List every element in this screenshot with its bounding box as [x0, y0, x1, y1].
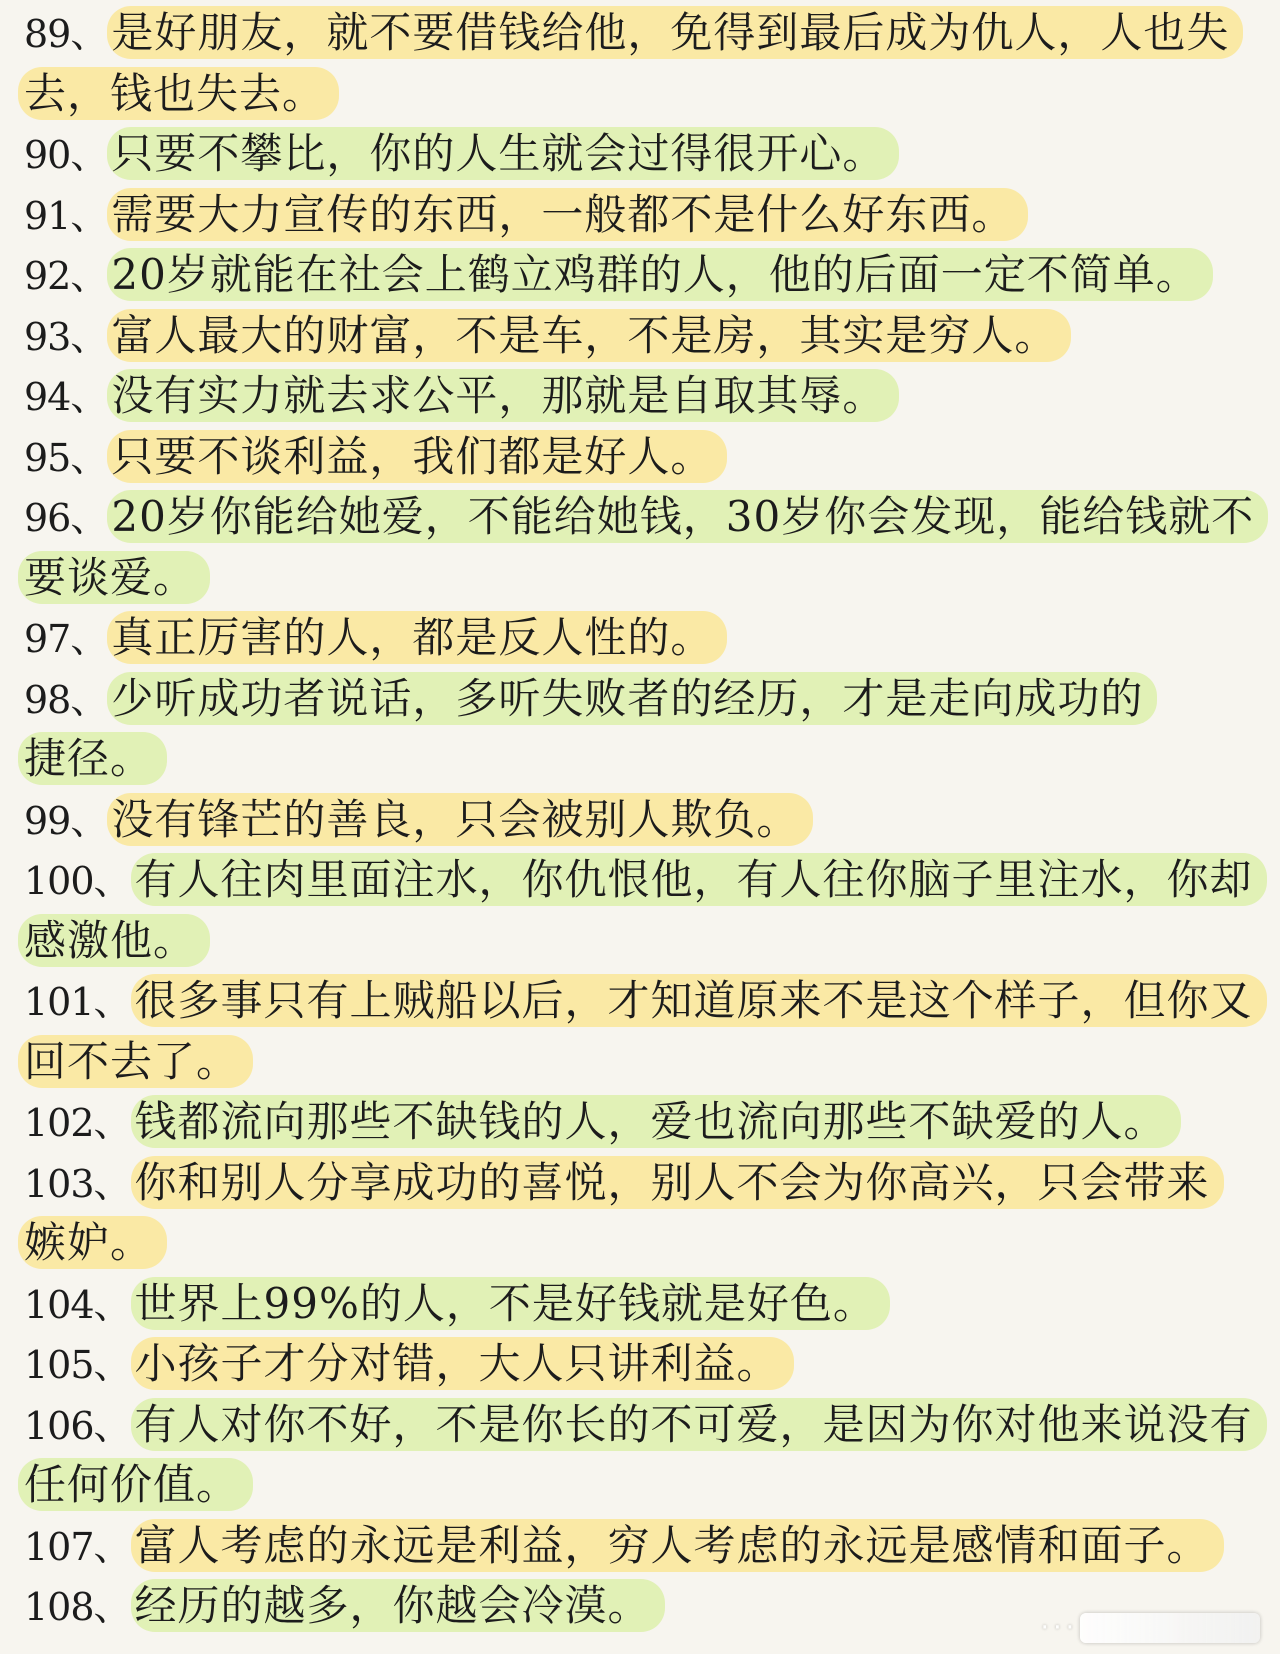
quote-item — [24, 185, 1256, 246]
quote-text: 钱都流向那些不缺钱的人，爱也流向那些不缺爱的人。 — [131, 1095, 1181, 1148]
quote-text: 捷径。 — [18, 732, 167, 785]
quote-number: 92、 — [24, 254, 108, 298]
quote-item — [24, 427, 1256, 488]
quote-text: 感激他。 — [18, 914, 210, 967]
watermark — [1030, 1606, 1260, 1650]
quote-item — [24, 1092, 1256, 1153]
quote-item-continuation — [24, 1213, 1256, 1274]
quote-text: 很多事只有上贼船以后，才知道原来不是这个样子，但你又 — [131, 974, 1267, 1027]
quote-number: 91、 — [24, 193, 108, 238]
quote-item-continuation — [24, 64, 1256, 125]
quote-text: 任何价值。 — [18, 1458, 253, 1511]
quote-text: 富人考虑的永远是利益，穷人考虑的永远是感情和面子。 — [131, 1519, 1224, 1572]
quote-text: 只要不谈利益，我们都是好人。 — [107, 430, 727, 483]
quote-number: 101、 — [24, 980, 131, 1024]
quote-number: 95、 — [24, 435, 108, 480]
quote-number: 99、 — [24, 798, 108, 843]
quote-item-continuation — [24, 1032, 1256, 1093]
quote-text: 没有锋芒的善良，只会被别人欺负。 — [107, 793, 813, 846]
quote-text: 富人最大的财富，不是车，不是房，其实是穷人。 — [107, 309, 1071, 362]
quote-text: 有人对你不好，不是你长的不可爱，是因为你对他来说没有 — [131, 1398, 1267, 1451]
quote-item-continuation — [24, 729, 1256, 790]
quote-number: 106、 — [24, 1403, 131, 1448]
quote-text: 你和别人分享成功的喜悦，别人不会为你高兴，只会带来 — [131, 1156, 1224, 1209]
quote-text: 是好朋友，就不要借钱给他，免得到最后成为仇人，人也失 — [107, 6, 1243, 59]
quote-item-continuation — [24, 911, 1256, 972]
quote-item — [24, 971, 1256, 1032]
quote-text: 没有实力就去求公平，那就是自取其辱。 — [107, 369, 899, 422]
quote-number: 98、 — [24, 677, 108, 722]
quote-text: 20岁你能给她爱，不能给她钱，30岁你会发现，能给钱就不 — [107, 490, 1268, 543]
quote-number: 89、 — [24, 12, 108, 56]
quote-item — [24, 1334, 1256, 1395]
quote-number: 108、 — [24, 1585, 131, 1629]
quote-item-continuation — [24, 548, 1256, 609]
watermark-dots-icon: · · · — [1040, 1613, 1072, 1643]
quote-number: 97、 — [24, 617, 108, 661]
quote-number: 100、 — [24, 859, 131, 903]
quote-item — [24, 1395, 1256, 1456]
quote-text: 回不去了。 — [18, 1035, 253, 1088]
quote-item — [24, 669, 1256, 730]
quote-number: 103、 — [24, 1161, 131, 1206]
quote-number: 105、 — [24, 1343, 131, 1387]
quote-text: 需要大力宣传的东西，一般都不是什么好东西。 — [107, 188, 1028, 241]
quote-item — [24, 1516, 1256, 1577]
quote-text: 20岁就能在社会上鹤立鸡群的人，他的后面一定不简单。 — [107, 248, 1212, 301]
quote-text: 去，钱也失去。 — [18, 67, 339, 120]
watermark-bar — [1080, 1613, 1260, 1643]
quote-number: 102、 — [24, 1101, 131, 1145]
quote-number: 104、 — [24, 1282, 131, 1327]
quote-item — [24, 306, 1256, 367]
quote-text: 经历的越多，你越会冷漠。 — [131, 1579, 665, 1632]
quote-text: 有人往肉里面注水，你仇恨他，有人往你脑子里注水，你却 — [131, 853, 1267, 906]
quote-number: 90、 — [24, 133, 108, 177]
quote-text: 只要不攀比，你的人生就会过得很开心。 — [107, 127, 899, 180]
quote-list — [24, 3, 1256, 1637]
quote-item — [24, 790, 1256, 851]
quote-number: 107、 — [24, 1524, 131, 1569]
quote-number: 96、 — [24, 496, 108, 540]
quote-item — [24, 245, 1256, 306]
quote-item — [24, 608, 1256, 669]
quote-text: 小孩子才分对错，大人只讲利益。 — [131, 1337, 794, 1390]
quote-text: 少听成功者说话，多听失败者的经历，才是走向成功的 — [107, 672, 1157, 725]
quote-item — [24, 487, 1256, 548]
quote-item — [24, 1153, 1256, 1214]
quote-text: 要谈爱。 — [18, 551, 210, 604]
quote-text: 世界上99%的人，不是好钱就是好色。 — [131, 1277, 890, 1330]
quote-item-continuation — [24, 1455, 1256, 1516]
quote-text: 嫉妒。 — [18, 1216, 167, 1269]
quote-item — [24, 1274, 1256, 1335]
quote-item — [24, 124, 1256, 185]
quote-number: 93、 — [24, 314, 108, 359]
quote-item — [24, 3, 1256, 64]
quote-item — [24, 366, 1256, 427]
quote-text: 真正厉害的人，都是反人性的。 — [107, 611, 727, 664]
quote-number: 94、 — [24, 375, 108, 419]
quote-item — [24, 850, 1256, 911]
